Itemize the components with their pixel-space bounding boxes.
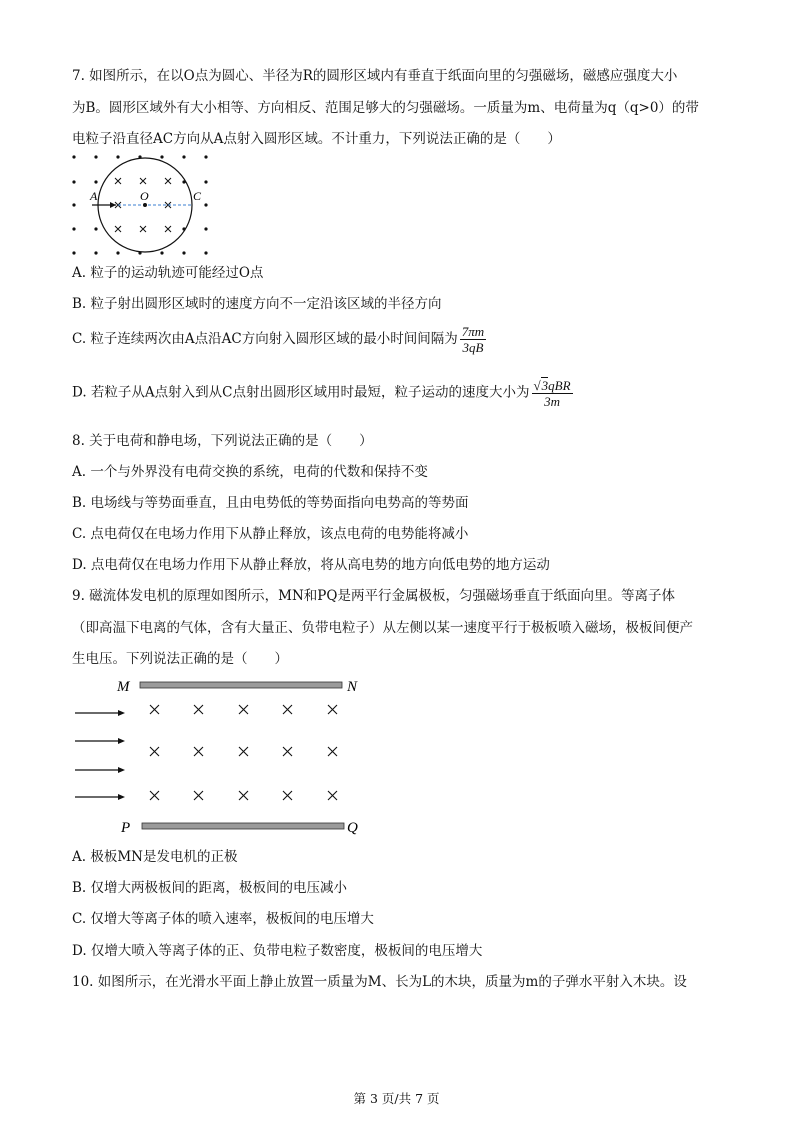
q7-stem-line1: 7. 如图所示，在以O点为圆心、半径为R的圆形区域内有垂直于纸面向里的匀强磁场，磁感应强度大小 [72,68,678,84]
q7-option-d-fraction: $\frac{\text{√3qBR}}{3m}$ [533,378,571,409]
entry-arrow-icon [110,202,116,208]
q9-stem-line1: 9. 磁流体发电机的原理如图所示，MN和PQ是两平行金属极板，匀强磁场垂直于纸面向里。等离子体 [72,588,675,604]
q7-stem-line3: 电粒子沿直径AC方向从A点射入圆形区域。不计重力，下列说法正确的是（ ） [72,131,561,147]
label-q: Q [347,820,358,836]
q7-option-c-numerator: 7πm [461,324,485,339]
label-n: N [347,679,358,695]
q9-mhd-generator-figure [70,674,370,840]
q8-option-a[interactable]: A. 一个与外界没有电荷交换的系统，电荷的代数和保持不变 [72,464,428,480]
label-m: M [117,679,130,695]
q10-stem-line1: 10. 如图所示，在光滑水平面上静止放置一质量为M、长为L的木块，质量为m的子弹水平射入木块。设 [72,974,687,990]
q8-stem: 8. 关于电荷和静电场，下列说法正确的是（ ） [72,433,373,449]
q7-option-c-fraction [460,324,486,355]
q9-stem-line2: （即高温下电离的气体，含有大量正、负带电粒子）从左侧以某一速度平行于极板喷入磁场，极板间便产 [72,620,693,636]
field-crosses [150,705,337,800]
q7-stem-line2: 为B。圆形区域外有大小相等、方向相反、范围足够大的匀强磁场。一质量为m、电荷量为q（q>0）的带 [72,100,699,116]
q7-option-d-root: 3 [541,378,549,393]
plate-pq [142,823,344,829]
q9-option-d[interactable]: D. 仅增大喷入等离子体的正、负带电粒子数密度，极板间的电压增大 [72,943,483,959]
q7-option-c-denominator: 3qB [462,340,484,355]
q9-option-c[interactable]: C. 仅增大等离子体的喷入速率，极板间的电压增大 [72,911,374,927]
q9-stem-line3: 生电压。下列说法正确的是（ ） [72,651,288,667]
page-footer: 第 3 页/共 7 页 [353,1091,440,1106]
q7-option-c[interactable] [72,324,486,355]
q7-option-d-num-rest: qBR [548,378,571,393]
q8-option-b[interactable]: B. 电场线与等势面垂直，且由电势低的等势面指向电势高的等势面 [72,495,469,511]
label-o: O [140,189,149,203]
q7-magnetic-field-figure [66,148,226,260]
q7-option-c-text: C. 粒子连续两次由A点沿AC方向射入圆形区域的最小时间间隔为 [72,331,458,347]
plate-mn [140,682,342,688]
q7-option-d-text: D. 若粒子从A点射入到从C点射出圆形区域用时最短，粒子运动的速度大小为 [72,384,530,401]
q9-option-b[interactable]: B. 仅增大两极板间的距离，极板间的电压减小 [72,880,348,896]
q9-option-a[interactable]: A. 极板MN是发电机的正极 [72,849,238,865]
q7-option-d[interactable] [72,377,573,409]
plasma-arrows [75,710,125,800]
q7-option-d-denominator: 3m [544,394,560,409]
q8-option-d[interactable]: D. 点电荷仅在电场力作用下从静止释放，将从高电势的地方向低电势的地方运动 [72,557,550,573]
label-p: P [121,820,131,836]
q7-option-b[interactable]: B. 粒子射出圆形区域时的速度方向不一定沿该区域的半径方向 [72,296,442,312]
label-c: C [193,189,202,203]
q7-option-a[interactable]: A. 粒子的运动轨迹可能经过O点 [72,265,264,281]
q8-option-c[interactable]: C. 点电荷仅在电场力作用下从静止释放，该点电荷的电势能将减小 [72,526,469,542]
label-a: A [90,189,98,203]
